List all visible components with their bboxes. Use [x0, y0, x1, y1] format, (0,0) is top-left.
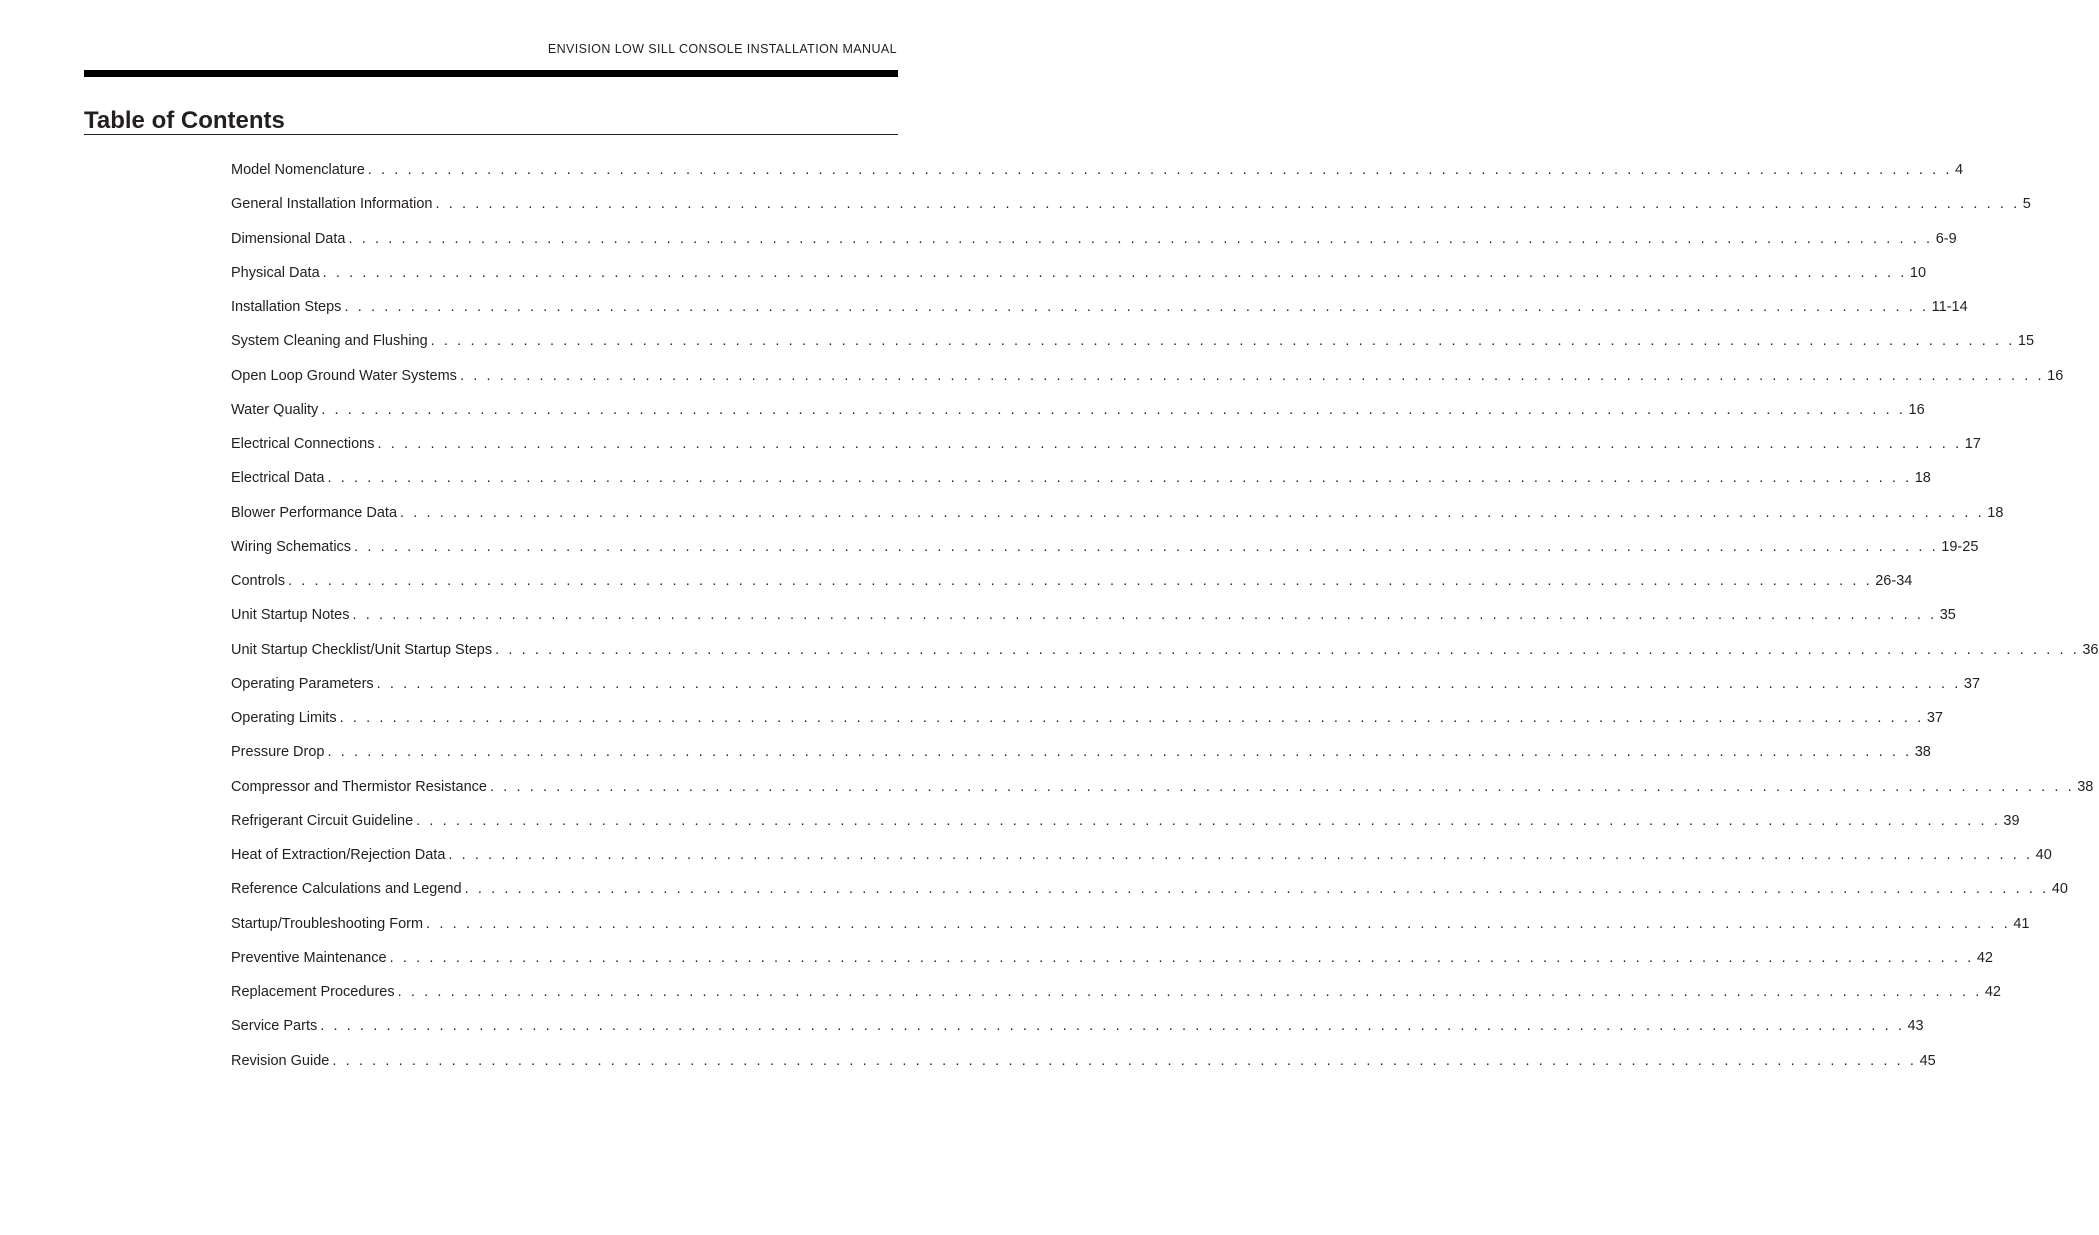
- toc-entry-page: 45: [1919, 1052, 1936, 1069]
- toc-entry[interactable]: [231, 264, 1927, 299]
- toc-entry[interactable]: [231, 675, 1981, 710]
- toc-entry[interactable]: [231, 367, 2064, 402]
- toc-entry-page: 19-25: [1941, 538, 1979, 555]
- toc-entry-page: 4: [1955, 162, 1964, 178]
- toc-entry[interactable]: [231, 1018, 1924, 1052]
- title-underline: [84, 134, 898, 135]
- toc-entry-label: Open Loop Ground Water Systems: [231, 367, 457, 384]
- toc-dot-leader: . . . . . . . . . . . . . . . . . . . . . . . . . . . . . . . . . . . . . . . . . . . . . . . . . . . . . . . . . . . . . . . . . . . . . . . . . . . . . . . . . . . . . . . . . . . . . . . . . . . . . . . . . . . . . . . . . . . . . . . .: [459, 367, 2045, 384]
- toc-dot-leader: . . . . . . . . . . . . . . . . . . . . . . . . . . . . . . . . . . . . . . . . . . . . . . . . . . . . . . . . . . . . . . . . . . . . . . . . . . . . . . . . . . . . . . . . . . . . . . . . . . . . . . . . . . . . . . . . . . . . . . . .: [495, 641, 2080, 658]
- toc-entry-page: 5: [2022, 196, 2031, 213]
- toc-entry-label: Blower Performance Data: [231, 504, 398, 521]
- toc-dot-leader: . . . . . . . . . . . . . . . . . . . . . . . . . . . . . . . . . . . . . . . . . . . . . . . . . . . . . . . . . . . . . . . . . . . . . . . . . . . . . . . . . . . . . . . . . . . . . . . . . . . . . . . . . . . . . . . . . . . . . . . .: [464, 881, 2049, 898]
- toc-entry-page: 15: [2017, 333, 2035, 350]
- toc-entry-label: Heat of Extraction/Rejection Data: [231, 847, 446, 863]
- toc-dot-leader: . . . . . . . . . . . . . . . . . . . . . . . . . . . . . . . . . . . . . . . . . . . . . . . . . . . . . . . . . . . . . . . . . . . . . . . . . . . . . . . . . . . . . . . . . . . . . . . . . . . . . . . . . . . . . . . . . . . . . . . .: [339, 710, 1924, 726]
- toc-entry-label: Dimensional Data: [231, 230, 346, 247]
- toc-entry-label: Unit Startup Notes: [231, 607, 350, 624]
- toc-entry-label: System Cleaning and Flushing: [231, 333, 428, 350]
- toc-entry-page: 40: [2051, 881, 2068, 898]
- toc-entry-label: Pressure Drop: [231, 744, 325, 761]
- toc-entry[interactable]: [231, 504, 2004, 539]
- toc-entry-label: Operating Parameters: [231, 675, 374, 692]
- toc-list: [231, 162, 2099, 1087]
- toc-dot-leader: . . . . . . . . . . . . . . . . . . . . . . . . . . . . . . . . . . . . . . . . . . . . . . . . . . . . . . . . . . . . . . . . . . . . . . . . . . . . . . . . . . . . . . . . . . . . . . . . . . . . . . . . . . . . . . . . . . . . . . . .: [397, 984, 1982, 1000]
- toc-entry[interactable]: [231, 710, 1943, 744]
- toc-dot-leader: . . . . . . . . . . . . . . . . . . . . . . . . . . . . . . . . . . . . . . . . . . . . . . . . . . . . . . . . . . . . . . . . . . . . . . . . . . . . . . . . . . . . . . . . . . . . . . . . . . . . . . . . . . . . . . . . . . . . . . . .: [327, 744, 1912, 761]
- toc-entry-page: 16: [2047, 367, 2064, 384]
- toc-entry-page: 41: [2013, 915, 2030, 932]
- toc-entry-page: 37: [1963, 675, 1981, 692]
- page-title: Table of Contents: [84, 107, 285, 134]
- toc-entry-page: 37: [1926, 710, 1943, 726]
- toc-dot-leader: . . . . . . . . . . . . . . . . . . . . . . . . . . . . . . . . . . . . . . . . . . . . . . . . . . . . . . . . . . . . . . . . . . . . . . . . . . . . . . . . . . . . . . . . . . . . . . . . . . . . . . . . . . . . . . . . . . . . . . . .: [426, 915, 2011, 932]
- toc-entry-label: Model Nomenclature: [231, 162, 365, 178]
- toc-entry-page: 18: [1987, 504, 2004, 521]
- toc-entry-page: 38: [1914, 744, 1931, 761]
- toc-entry-label: Electrical Connections: [231, 436, 375, 452]
- toc-entry-page: 40: [2035, 847, 2052, 863]
- toc-dot-leader: . . . . . . . . . . . . . . . . . . . . . . . . . . . . . . . . . . . . . . . . . . . . . . . . . . . . . . . . . . . . . . . . . . . . . . . . . . . . . . . . . . . . . . . . . . . . . . . . . . . . . . . . . . . . . . . . . . . . . . . .: [352, 607, 1937, 624]
- running-header: ENVISION LOW SILL CONSOLE INSTALLATION MANUAL: [547, 42, 897, 56]
- toc-entry-page: 42: [1984, 984, 2001, 1000]
- toc-entry-page: 17: [1964, 436, 1981, 452]
- toc-entry-label: Reference Calculations and Legend: [231, 881, 462, 898]
- toc-entry-page: 38: [2077, 778, 2094, 795]
- toc-dot-leader: . . . . . . . . . . . . . . . . . . . . . . . . . . . . . . . . . . . . . . . . . . . . . . . . . . . . . . . . . . . . . . . . . . . . . . . . . . . . . . . . . . . . . . . . . . . . . . . . . . . . . . . . . . . . . . . . . . . . . . . .: [448, 847, 2033, 863]
- toc-entry-page: 6-9: [1935, 230, 1957, 247]
- toc-entry-label: Service Parts: [231, 1018, 318, 1035]
- toc-dot-leader: . . . . . . . . . . . . . . . . . . . . . . . . . . . . . . . . . . . . . . . . . . . . . . . . . . . . . . . . . . . . . . . . . . . . . . . . . . . . . . . . . . . . . . . . . . . . . . . . . . . . . . . . . . . . . . . . . . . . . . . .: [400, 504, 1985, 521]
- toc-entry-label: Revision Guide: [231, 1052, 330, 1069]
- toc-entry-label: Physical Data: [231, 264, 320, 281]
- toc-entry[interactable]: [231, 641, 2099, 676]
- toc-entry-page: 10: [1909, 264, 1927, 281]
- toc-entry[interactable]: [231, 401, 1925, 436]
- toc-entry[interactable]: [231, 230, 1957, 265]
- toc-dot-leader: . . . . . . . . . . . . . . . . . . . . . . . . . . . . . . . . . . . . . . . . . . . . . . . . . . . . . . . . . . . . . . . . . . . . . . . . . . . . . . . . . . . . . . . . . . . . . . . . . . . . . . . . . . . . . . . . . . . . . . . .: [321, 401, 1906, 418]
- toc-entry[interactable]: [231, 949, 1993, 984]
- toc-entry-label: Unit Startup Checklist/Unit Startup Steps: [231, 641, 493, 658]
- toc-entry-label: Controls: [231, 573, 285, 589]
- toc-dot-leader: . . . . . . . . . . . . . . . . . . . . . . . . . . . . . . . . . . . . . . . . . . . . . . . . . . . . . . . . . . . . . . . . . . . . . . . . . . . . . . . . . . . . . . . . . . . . . . . . . . . . . . . . . . . . . . . . . . . . . . . .: [288, 573, 1873, 589]
- toc-dot-leader: . . . . . . . . . . . . . . . . . . . . . . . . . . . . . . . . . . . . . . . . . . . . . . . . . . . . . . . . . . . . . . . . . . . . . . . . . . . . . . . . . . . . . . . . . . . . . . . . . . . . . . . . . . . . . . . . . . . . . . . .: [416, 812, 2001, 829]
- toc-entry[interactable]: [231, 778, 2094, 813]
- header-rule: [84, 70, 898, 77]
- toc-dot-leader: . . . . . . . . . . . . . . . . . . . . . . . . . . . . . . . . . . . . . . . . . . . . . . . . . . . . . . . . . . . . . . . . . . . . . . . . . . . . . . . . . . . . . . . . . . . . . . . . . . . . . . . . . . . . . . . . . . . . . . . .: [377, 436, 1962, 452]
- toc-entry[interactable]: [231, 299, 1968, 333]
- toc-entry-page: 35: [1939, 607, 1956, 624]
- toc-entry[interactable]: [231, 162, 1964, 196]
- toc-dot-leader: . . . . . . . . . . . . . . . . . . . . . . . . . . . . . . . . . . . . . . . . . . . . . . . . . . . . . . . . . . . . . . . . . . . . . . . . . . . . . . . . . . . . . . . . . . . . . . . . . . . . . . . . . . . . . . . . . . . . . . . .: [344, 299, 1929, 315]
- toc-entry[interactable]: [231, 470, 1931, 504]
- toc-entry[interactable]: [231, 847, 2052, 881]
- toc-dot-leader: . . . . . . . . . . . . . . . . . . . . . . . . . . . . . . . . . . . . . . . . . . . . . . . . . . . . . . . . . . . . . . . . . . . . . . . . . . . . . . . . . . . . . . . . . . . . . . . . . . . . . . . . . . . . . . . . . . . . . . . .: [430, 333, 2015, 350]
- toc-entry-label: Wiring Schematics: [231, 538, 352, 555]
- toc-dot-leader: . . . . . . . . . . . . . . . . . . . . . . . . . . . . . . . . . . . . . . . . . . . . . . . . . . . . . . . . . . . . . . . . . . . . . . . . . . . . . . . . . . . . . . . . . . . . . . . . . . . . . . . . . . . . . . . . . . . . . . . .: [327, 470, 1912, 487]
- toc-entry[interactable]: [231, 436, 1981, 470]
- toc-entry-label: Preventive Maintenance: [231, 949, 387, 966]
- toc-dot-leader: . . . . . . . . . . . . . . . . . . . . . . . . . . . . . . . . . . . . . . . . . . . . . . . . . . . . . . . . . . . . . . . . . . . . . . . . . . . . . . . . . . . . . . . . . . . . . . . . . . . . . . . . . . . . . . . . . . . . . . . .: [322, 264, 1907, 281]
- toc-entry-page: 43: [1907, 1018, 1924, 1035]
- toc-entry-label: Startup/Troubleshooting Form: [231, 915, 424, 932]
- toc-entry-label: Replacement Procedures: [231, 984, 395, 1000]
- toc-entry[interactable]: [231, 607, 1956, 641]
- toc-entry[interactable]: [231, 538, 1979, 573]
- toc-entry-page: 42: [1976, 949, 1993, 966]
- toc-entry[interactable]: [231, 881, 2068, 915]
- toc-dot-leader: . . . . . . . . . . . . . . . . . . . . . . . . . . . . . . . . . . . . . . . . . . . . . . . . . . . . . . . . . . . . . . . . . . . . . . . . . . . . . . . . . . . . . . . . . . . . . . . . . . . . . . . . . . . . . . . . . . . . . . . .: [389, 949, 1974, 966]
- toc-entry-label: Electrical Data: [231, 470, 325, 487]
- toc-entry[interactable]: [231, 744, 1931, 778]
- toc-entry[interactable]: [231, 196, 2031, 230]
- toc-entry-label: Water Quality: [231, 401, 319, 418]
- toc-entry[interactable]: [231, 573, 1913, 607]
- toc-dot-leader: . . . . . . . . . . . . . . . . . . . . . . . . . . . . . . . . . . . . . . . . . . . . . . . . . . . . . . . . . . . . . . . . . . . . . . . . . . . . . . . . . . . . . . . . . . . . . . . . . . . . . . . . . . . . . . . . . . . . . . . .: [435, 196, 2020, 213]
- toc-entry-label: Refrigerant Circuit Guideline: [231, 812, 414, 829]
- toc-entry[interactable]: [231, 915, 2030, 950]
- toc-entry[interactable]: [231, 333, 2035, 367]
- toc-dot-leader: . . . . . . . . . . . . . . . . . . . . . . . . . . . . . . . . . . . . . . . . . . . . . . . . . . . . . . . . . . . . . . . . . . . . . . . . . . . . . . . . . . . . . . . . . . . . . . . . . . . . . . . . . . . . . . . . . . . . . . . .: [354, 538, 1939, 555]
- toc-entry-label: General Installation Information: [231, 196, 433, 213]
- toc-dot-leader: . . . . . . . . . . . . . . . . . . . . . . . . . . . . . . . . . . . . . . . . . . . . . . . . . . . . . . . . . . . . . . . . . . . . . . . . . . . . . . . . . . . . . . . . . . . . . . . . . . . . . . . . . . . . . . . . . . . . . . . .: [332, 1052, 1917, 1069]
- toc-dot-leader: . . . . . . . . . . . . . . . . . . . . . . . . . . . . . . . . . . . . . . . . . . . . . . . . . . . . . . . . . . . . . . . . . . . . . . . . . . . . . . . . . . . . . . . . . . . . . . . . . . . . . . . . . . . . . . . . . . . . . . . .: [320, 1018, 1905, 1035]
- toc-dot-leader: . . . . . . . . . . . . . . . . . . . . . . . . . . . . . . . . . . . . . . . . . . . . . . . . . . . . . . . . . . . . . . . . . . . . . . . . . . . . . . . . . . . . . . . . . . . . . . . . . . . . . . . . . . . . . . . . . . . . . . . .: [348, 230, 1933, 247]
- toc-entry[interactable]: [231, 812, 2020, 847]
- toc-entry-page: 18: [1914, 470, 1931, 487]
- toc-entry-page: 11-14: [1931, 299, 1968, 315]
- toc-entry-page: 36: [2082, 641, 2099, 658]
- toc-entry-page: 39: [2003, 812, 2020, 829]
- toc-dot-leader: . . . . . . . . . . . . . . . . . . . . . . . . . . . . . . . . . . . . . . . . . . . . . . . . . . . . . . . . . . . . . . . . . . . . . . . . . . . . . . . . . . . . . . . . . . . . . . . . . . . . . . . . . . . . . . . . . . . . . . . .: [376, 675, 1961, 692]
- toc-entry-page: 26-34: [1875, 573, 1913, 589]
- toc-entry[interactable]: [231, 1052, 1936, 1087]
- toc-entry-label: Compressor and Thermistor Resistance: [231, 778, 487, 795]
- toc-dot-leader: . . . . . . . . . . . . . . . . . . . . . . . . . . . . . . . . . . . . . . . . . . . . . . . . . . . . . . . . . . . . . . . . . . . . . . . . . . . . . . . . . . . . . . . . . . . . . . . . . . . . . . . . . . . . . . . . . . . . . . . .: [367, 162, 1953, 178]
- toc-dot-leader: . . . . . . . . . . . . . . . . . . . . . . . . . . . . . . . . . . . . . . . . . . . . . . . . . . . . . . . . . . . . . . . . . . . . . . . . . . . . . . . . . . . . . . . . . . . . . . . . . . . . . . . . . . . . . . . . . . . . . . . .: [490, 778, 2075, 795]
- toc-entry-label: Installation Steps: [231, 299, 342, 315]
- toc-entry[interactable]: [231, 984, 2001, 1018]
- toc-entry-page: 16: [1908, 401, 1925, 418]
- toc-entry-label: Operating Limits: [231, 710, 337, 726]
